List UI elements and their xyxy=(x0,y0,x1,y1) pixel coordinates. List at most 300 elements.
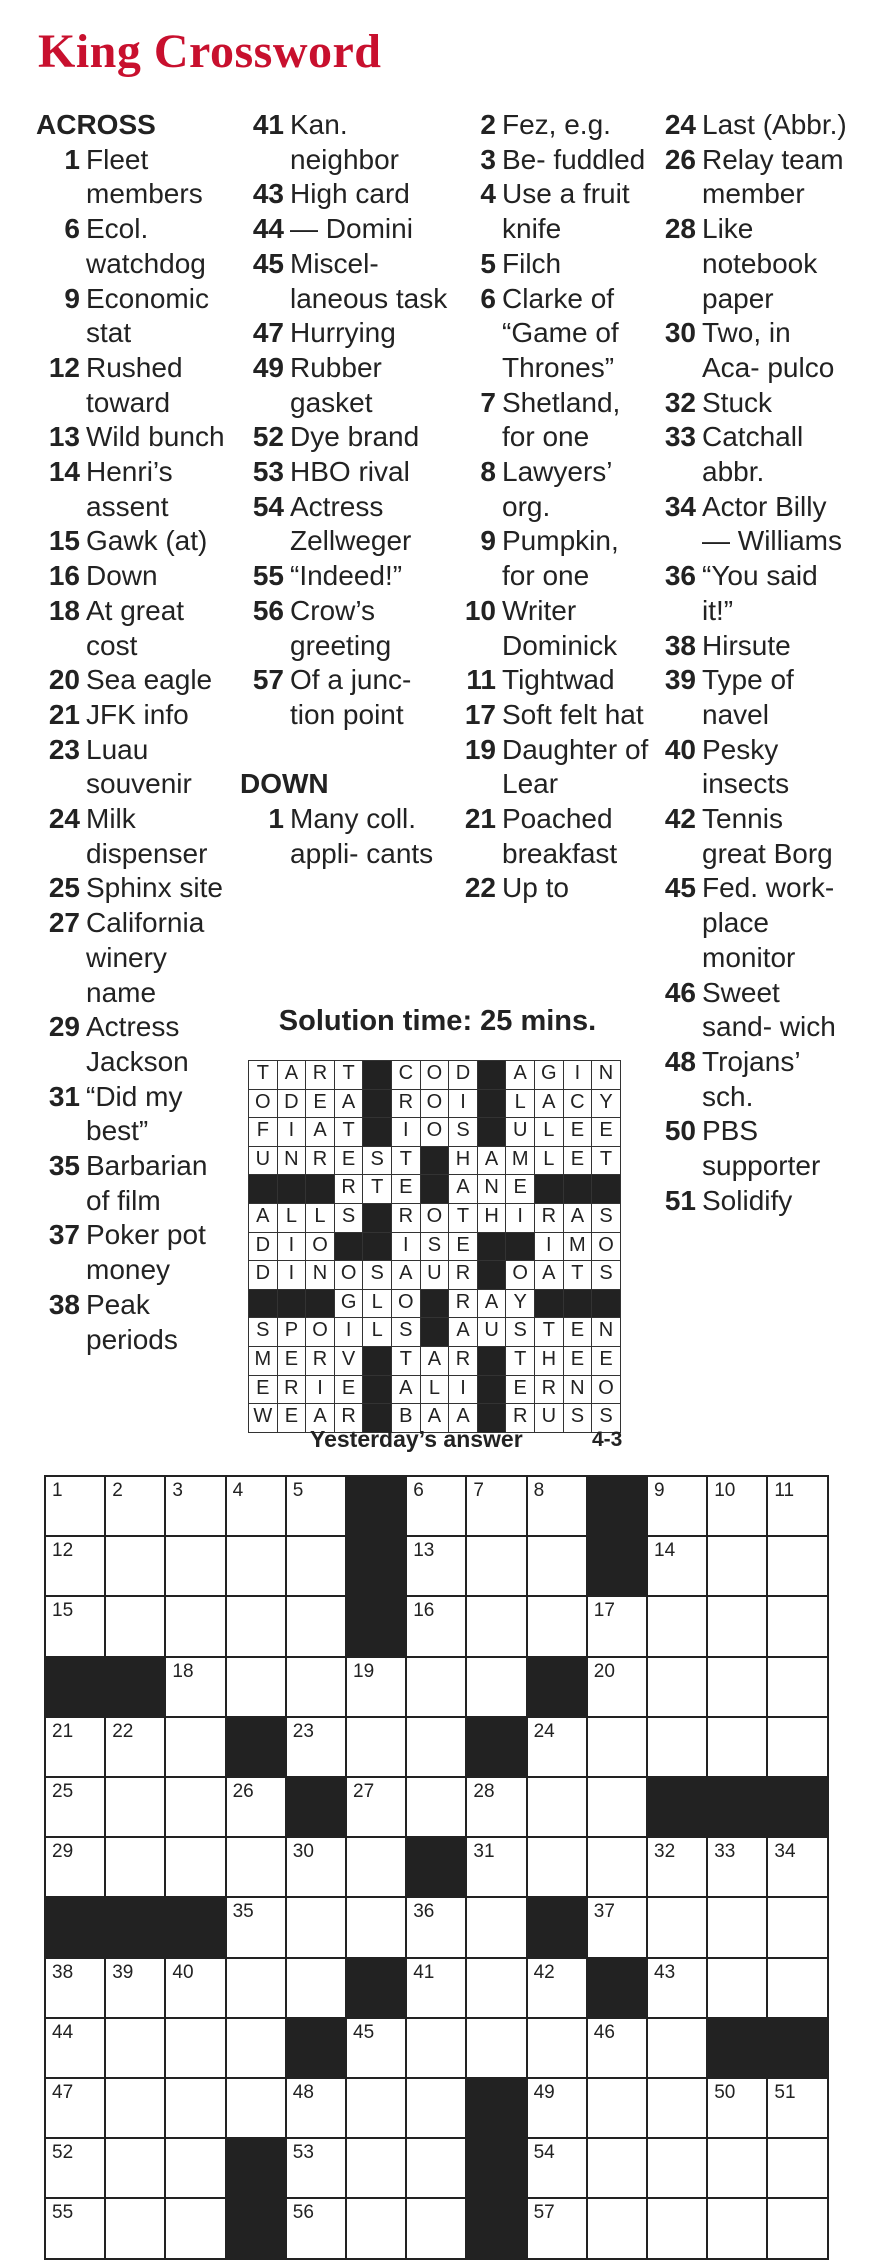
mini-answer-cell: H xyxy=(534,1346,564,1376)
grid-cell[interactable] xyxy=(646,2077,708,2139)
cell-number: 14 xyxy=(654,1540,676,1562)
grid-cell[interactable] xyxy=(405,2077,467,2139)
down-clue-10[interactable] xyxy=(452,594,652,663)
grid-cell[interactable] xyxy=(465,1595,527,1657)
across-clue-27[interactable] xyxy=(36,906,236,1010)
grid-cell[interactable] xyxy=(225,1656,287,1718)
grid-cell[interactable] xyxy=(465,1896,527,1958)
grid-cell[interactable] xyxy=(104,1475,166,1537)
down-clue-34[interactable] xyxy=(652,490,852,559)
grid-cell[interactable] xyxy=(405,1716,467,1778)
mini-black-square xyxy=(362,1117,392,1147)
down-clue-21[interactable] xyxy=(452,802,652,871)
clue-number: 15 xyxy=(48,525,80,557)
grid-cell[interactable] xyxy=(766,1957,828,2019)
grid-cell[interactable] xyxy=(345,1776,407,1838)
cell-number: 19 xyxy=(353,1660,375,1682)
grid-cell[interactable] xyxy=(586,1896,648,1958)
yesterday-answer-date: 4-3 xyxy=(592,1428,623,1451)
across-clue-1[interactable] xyxy=(36,143,236,212)
grid-cell[interactable] xyxy=(104,1776,166,1838)
mini-black-square xyxy=(477,1232,507,1262)
clue-number: 6 xyxy=(64,213,80,245)
across-clue-24[interactable] xyxy=(36,802,236,871)
grid-cell[interactable] xyxy=(766,1716,828,1778)
grid-cell[interactable] xyxy=(345,1716,407,1778)
grid-cell[interactable] xyxy=(526,2197,588,2259)
grid-cell[interactable] xyxy=(225,1475,287,1537)
grid-cell[interactable] xyxy=(526,2077,588,2139)
grid-cell[interactable] xyxy=(345,1836,407,1898)
grid-cell[interactable] xyxy=(164,1957,226,2019)
down-clue-40[interactable] xyxy=(652,733,852,802)
grid-cell[interactable] xyxy=(405,2197,467,2259)
down-clue-5[interactable] xyxy=(452,247,652,282)
grid-cell[interactable] xyxy=(766,1656,828,1718)
clue-text: — Domini xyxy=(290,213,413,245)
grid-cell[interactable] xyxy=(44,2017,106,2079)
mini-answer-cell: H xyxy=(477,1203,507,1233)
grid-cell[interactable] xyxy=(405,1535,467,1597)
grid-cell[interactable] xyxy=(345,2197,407,2259)
across-clue-37[interactable] xyxy=(36,1218,236,1287)
across-clue-57[interactable] xyxy=(240,663,450,732)
clue-number: 42 xyxy=(664,803,696,835)
grid-cell[interactable] xyxy=(766,2197,828,2259)
grid-cell[interactable] xyxy=(164,1535,226,1597)
grid-cell[interactable] xyxy=(526,1776,588,1838)
grid-cell[interactable] xyxy=(104,1595,166,1657)
down-clue-48[interactable] xyxy=(652,1045,852,1114)
mini-answer-cell: R xyxy=(448,1260,478,1290)
grid-cell[interactable] xyxy=(405,2137,467,2199)
across-clue-49[interactable] xyxy=(240,351,450,420)
down-clue-9[interactable] xyxy=(452,524,652,593)
grid-cell[interactable] xyxy=(766,2077,828,2139)
grid-cell[interactable] xyxy=(405,1776,467,1838)
mini-answer-cell: A xyxy=(420,1346,450,1376)
grid-cell[interactable] xyxy=(706,1716,768,1778)
cell-number: 34 xyxy=(774,1841,796,1863)
down-clue-39[interactable] xyxy=(652,663,852,732)
grid-cell[interactable] xyxy=(164,1475,226,1537)
across-clue-52[interactable] xyxy=(240,420,450,455)
grid-cell[interactable] xyxy=(465,1776,527,1838)
down-clue-32[interactable] xyxy=(652,386,852,421)
across-clue-18[interactable] xyxy=(36,594,236,663)
clue-number: 47 xyxy=(252,317,284,349)
clue-number: 6 xyxy=(480,282,496,314)
clue-text: Luau souvenir xyxy=(86,733,192,800)
grid-cell[interactable] xyxy=(164,1656,226,1718)
clue-text: PBS supporter xyxy=(702,1115,821,1182)
cell-number: 1 xyxy=(52,1480,63,1501)
cell-number: 17 xyxy=(593,1600,615,1622)
grid-cell[interactable] xyxy=(766,1896,828,1958)
mini-answer-cell: A xyxy=(448,1317,478,1347)
mini-answer-cell: M xyxy=(248,1346,278,1376)
across-clue-44[interactable] xyxy=(240,212,450,247)
down-clue-22[interactable] xyxy=(452,871,652,906)
down-clue-6[interactable] xyxy=(452,282,652,386)
mini-black-square xyxy=(477,1346,507,1376)
mini-answer-cell: L xyxy=(505,1089,535,1119)
mini-answer-cell: E xyxy=(591,1117,621,1147)
across-clue-53[interactable] xyxy=(240,455,450,490)
grid-cell[interactable] xyxy=(164,2077,226,2139)
grid-cell[interactable] xyxy=(405,1595,467,1657)
grid-cell[interactable] xyxy=(225,1896,287,1958)
grid-cell[interactable] xyxy=(646,2137,708,2199)
cell-number: 18 xyxy=(172,1660,194,1682)
grid-cell[interactable] xyxy=(104,2197,166,2259)
clue-number: 27 xyxy=(48,907,80,939)
clue-number: 2 xyxy=(480,109,496,140)
grid-cell[interactable] xyxy=(345,1896,407,1958)
cell-number: 7 xyxy=(473,1480,484,1501)
grid-cell[interactable] xyxy=(285,1535,347,1597)
clue-text: Barbarian of film xyxy=(86,1150,208,1216)
grid-cell[interactable] xyxy=(465,1957,527,2019)
mini-answer-cell: I xyxy=(448,1375,478,1405)
grid-cell[interactable] xyxy=(285,1475,347,1537)
across-clue-21[interactable] xyxy=(36,698,236,733)
grid-cell[interactable] xyxy=(104,1535,166,1597)
clue-number: 36 xyxy=(664,560,696,592)
mini-answer-cell: R xyxy=(391,1089,421,1119)
down-clue-50[interactable] xyxy=(652,1114,852,1183)
grid-cell[interactable] xyxy=(646,1656,708,1718)
cell-number: 54 xyxy=(533,2142,555,2164)
grid-cell[interactable] xyxy=(285,1836,347,1898)
grid-cell[interactable] xyxy=(44,1957,106,2019)
grid-cell[interactable] xyxy=(164,2137,226,2199)
grid-cell[interactable] xyxy=(465,1656,527,1718)
down-clue-17[interactable] xyxy=(452,698,652,733)
down-clue-3[interactable] xyxy=(452,143,652,178)
grid-cell[interactable] xyxy=(405,1896,467,1958)
mini-answer-cell: R xyxy=(277,1375,307,1405)
across-clue-38[interactable] xyxy=(36,1288,236,1357)
across-clue-47[interactable] xyxy=(240,316,450,351)
clue-column-2 xyxy=(240,108,450,871)
grid-cell[interactable] xyxy=(44,1475,106,1537)
mini-black-square xyxy=(505,1232,535,1262)
across-clue-43[interactable] xyxy=(240,177,450,212)
down-clue-42[interactable] xyxy=(652,802,852,871)
across-clue-41[interactable] xyxy=(240,108,450,177)
cell-number: 2 xyxy=(112,1480,123,1501)
grid-cell[interactable] xyxy=(586,2137,648,2199)
black-square xyxy=(345,1957,407,2019)
grid-cell[interactable] xyxy=(405,1957,467,2019)
grid-cell[interactable] xyxy=(225,2017,287,2079)
black-square xyxy=(285,1776,347,1838)
down-clue-45[interactable] xyxy=(652,871,852,975)
grid-cell[interactable] xyxy=(164,1595,226,1657)
down-clue-19[interactable] xyxy=(452,733,652,802)
grid-cell[interactable] xyxy=(44,1836,106,1898)
grid-cell[interactable] xyxy=(526,1957,588,2019)
grid-cell[interactable] xyxy=(164,1836,226,1898)
grid-cell[interactable] xyxy=(104,1957,166,2019)
down-clue-1[interactable] xyxy=(240,802,450,871)
grid-cell[interactable] xyxy=(285,2197,347,2259)
grid-cell[interactable] xyxy=(44,1776,106,1838)
mini-black-square xyxy=(477,1089,507,1119)
mini-answer-cell: R xyxy=(305,1146,335,1176)
mini-answer-cell: U xyxy=(420,1260,450,1290)
grid-cell[interactable] xyxy=(164,1716,226,1778)
grid-cell[interactable] xyxy=(526,1716,588,1778)
across-clue-29[interactable] xyxy=(36,1010,236,1079)
grid-cell[interactable] xyxy=(646,2197,708,2259)
across-clue-55[interactable] xyxy=(240,559,450,594)
grid-cell[interactable] xyxy=(766,1836,828,1898)
clue-text: Peak periods xyxy=(86,1288,178,1355)
grid-cell[interactable] xyxy=(285,1957,347,2019)
mini-answer-cell: L xyxy=(305,1203,335,1233)
grid-cell[interactable] xyxy=(706,1535,768,1597)
cell-number: 52 xyxy=(52,2142,74,2164)
cell-number: 4 xyxy=(232,1480,244,1501)
grid-cell[interactable] xyxy=(285,1716,347,1778)
grid-cell[interactable] xyxy=(706,1957,768,2019)
mini-answer-cell: N xyxy=(591,1060,621,1090)
mini-answer-cell: O xyxy=(391,1289,421,1319)
across-clue-23[interactable] xyxy=(36,733,236,802)
across-clue-16[interactable] xyxy=(36,559,236,594)
black-square xyxy=(164,1896,226,1958)
mini-answer-cell: S xyxy=(591,1203,621,1233)
grid-cell[interactable] xyxy=(586,1595,648,1657)
across-clue-20[interactable] xyxy=(36,663,236,698)
grid-cell[interactable] xyxy=(164,2017,226,2079)
grid-cell[interactable] xyxy=(706,1896,768,1958)
grid-cell[interactable] xyxy=(706,1595,768,1657)
grid-cell[interactable] xyxy=(104,2077,166,2139)
down-clue-11[interactable] xyxy=(452,663,652,698)
grid-cell[interactable] xyxy=(646,1716,708,1778)
grid-cell[interactable] xyxy=(706,1656,768,1718)
down-clue-30[interactable] xyxy=(652,316,852,385)
mini-answer-cell: I xyxy=(277,1117,307,1147)
clue-text: Wild bunch xyxy=(86,421,225,453)
grid-cell[interactable] xyxy=(225,1957,287,2019)
mini-answer-cell: E xyxy=(591,1346,621,1376)
mini-black-square xyxy=(420,1289,450,1319)
down-clue-2[interactable] xyxy=(452,108,652,143)
clue-text: Tennis great Borg xyxy=(702,803,833,869)
grid-cell[interactable] xyxy=(766,1475,828,1537)
grid-cell[interactable] xyxy=(706,1836,768,1898)
grid-cell[interactable] xyxy=(104,1836,166,1898)
grid-cell[interactable] xyxy=(646,1896,708,1958)
grid-cell[interactable] xyxy=(706,2137,768,2199)
grid-cell[interactable] xyxy=(586,1776,648,1838)
grid-cell[interactable] xyxy=(44,1595,106,1657)
clue-number: 19 xyxy=(464,733,496,765)
clue-text: Fed. work- place monitor xyxy=(702,872,835,973)
across-clue-54[interactable] xyxy=(240,490,450,559)
cell-number: 26 xyxy=(232,1781,254,1802)
grid-cell[interactable] xyxy=(405,1475,467,1537)
across-clue-25[interactable] xyxy=(36,871,236,906)
grid-cell[interactable] xyxy=(44,2197,106,2259)
grid-cell[interactable] xyxy=(345,2077,407,2139)
grid-cell[interactable] xyxy=(586,2197,648,2259)
grid-cell[interactable] xyxy=(646,1836,708,1898)
across-clue-14[interactable] xyxy=(36,455,236,524)
cell-number: 28 xyxy=(473,1781,495,1802)
grid-cell[interactable] xyxy=(766,2137,828,2199)
down-clue-51[interactable] xyxy=(652,1184,852,1219)
grid-cell[interactable] xyxy=(405,2017,467,2079)
clue-text: Poker pot money xyxy=(86,1219,206,1286)
grid-cell[interactable] xyxy=(526,1595,588,1657)
across-clue-31[interactable] xyxy=(36,1080,236,1149)
grid-cell[interactable] xyxy=(104,2017,166,2079)
mini-answer-cell: P xyxy=(277,1317,307,1347)
across-clue-56[interactable] xyxy=(240,594,450,663)
grid-cell[interactable] xyxy=(526,1535,588,1597)
grid-cell[interactable] xyxy=(586,1716,648,1778)
cell-number: 55 xyxy=(52,2202,74,2224)
grid-cell[interactable] xyxy=(44,1535,106,1597)
grid-cell[interactable] xyxy=(104,2137,166,2199)
grid-cell[interactable] xyxy=(285,2077,347,2139)
down-clue-8[interactable] xyxy=(452,455,652,524)
grid-cell[interactable] xyxy=(646,1535,708,1597)
grid-cell[interactable] xyxy=(44,2137,106,2199)
grid-cell[interactable] xyxy=(646,2017,708,2079)
mini-answer-cell: C xyxy=(563,1089,593,1119)
grid-cell[interactable] xyxy=(766,1595,828,1657)
grid-cell[interactable] xyxy=(706,2197,768,2259)
mini-answer-cell: S xyxy=(248,1317,278,1347)
across-clue-9[interactable] xyxy=(36,282,236,351)
grid-cell[interactable] xyxy=(586,2077,648,2139)
clue-text: Solidify xyxy=(702,1184,793,1216)
grid-cell[interactable] xyxy=(225,1776,287,1838)
down-clue-46[interactable] xyxy=(652,976,852,1045)
grid-cell[interactable] xyxy=(405,1656,467,1718)
across-clue-13[interactable] xyxy=(36,420,236,455)
cell-number: 31 xyxy=(473,1841,495,1863)
cell-number: 47 xyxy=(52,2082,74,2103)
grid-cell[interactable] xyxy=(285,1656,347,1718)
mini-answer-cell: T xyxy=(563,1260,593,1290)
grid-cell[interactable] xyxy=(766,1535,828,1597)
grid-cell[interactable] xyxy=(285,1595,347,1657)
down-clue-33[interactable] xyxy=(652,420,852,489)
clue-text: Milk dispenser xyxy=(86,803,208,869)
clue-number: 56 xyxy=(252,594,284,626)
down-clue-36[interactable] xyxy=(652,559,852,628)
down-clue-26[interactable] xyxy=(652,143,852,212)
clue-number: 4 xyxy=(480,178,496,210)
grid-cell[interactable] xyxy=(526,1475,588,1537)
grid-cell[interactable] xyxy=(285,1896,347,1958)
grid-cell[interactable] xyxy=(345,2137,407,2199)
mini-answer-cell: A xyxy=(563,1203,593,1233)
grid-cell[interactable] xyxy=(164,2197,226,2259)
grid-cell[interactable] xyxy=(164,1776,226,1838)
clue-text: Sweet sand- wich xyxy=(702,976,836,1043)
clue-number: 49 xyxy=(252,351,284,383)
across-clue-12[interactable] xyxy=(36,351,236,420)
black-square xyxy=(465,2137,527,2199)
cell-number: 37 xyxy=(593,1901,615,1923)
clue-number: 3 xyxy=(480,143,496,175)
grid-cell[interactable] xyxy=(345,2017,407,2079)
clue-text: Actor Billy — Williams xyxy=(702,490,842,557)
grid-cell[interactable] xyxy=(225,1836,287,1898)
grid-cell[interactable] xyxy=(526,2137,588,2199)
grid-cell[interactable] xyxy=(586,1836,648,1898)
mini-answer-cell: C xyxy=(391,1060,421,1090)
grid-cell[interactable] xyxy=(465,1535,527,1597)
mini-black-square xyxy=(591,1174,621,1204)
grid-cell[interactable] xyxy=(225,1535,287,1597)
across-clue-45[interactable] xyxy=(240,247,450,316)
cell-number: 42 xyxy=(533,1961,555,1983)
down-clue-38[interactable] xyxy=(652,629,852,664)
grid-cell[interactable] xyxy=(646,1957,708,2019)
mini-answer-cell: R xyxy=(391,1203,421,1233)
mini-black-square xyxy=(277,1289,307,1319)
clue-number: 21 xyxy=(464,803,496,835)
grid-cell[interactable] xyxy=(44,2077,106,2139)
grid-cell[interactable] xyxy=(586,1656,648,1718)
grid-cell[interactable] xyxy=(44,1716,106,1778)
grid-cell[interactable] xyxy=(586,2017,648,2079)
mini-answer-cell: E xyxy=(563,1146,593,1176)
grid-cell[interactable] xyxy=(465,1836,527,1898)
clue-number: 32 xyxy=(664,386,696,418)
down-clue-28[interactable] xyxy=(652,212,852,316)
grid-cell[interactable] xyxy=(526,1836,588,1898)
clue-number: 9 xyxy=(480,525,496,557)
down-clue-24[interactable] xyxy=(652,108,852,143)
across-clue-15[interactable] xyxy=(36,524,236,559)
grid-cell[interactable] xyxy=(104,1716,166,1778)
grid-cell[interactable] xyxy=(225,2077,287,2139)
grid-cell[interactable] xyxy=(706,1475,768,1537)
grid-cell[interactable] xyxy=(225,1595,287,1657)
cell-number: 3 xyxy=(172,1480,183,1501)
across-clue-35[interactable] xyxy=(36,1149,236,1218)
mini-answer-cell: T xyxy=(334,1060,364,1090)
grid-cell[interactable] xyxy=(465,2017,527,2079)
grid-cell[interactable] xyxy=(345,1656,407,1718)
down-clue-7[interactable] xyxy=(452,386,652,455)
clue-text: Two, in Aca- pulco xyxy=(702,317,835,383)
mini-answer-cell: V xyxy=(334,1346,364,1376)
grid-cell[interactable] xyxy=(526,2017,588,2079)
black-square xyxy=(586,1475,648,1537)
clue-number: 37 xyxy=(48,1219,80,1251)
cell-number: 23 xyxy=(292,1720,314,1742)
grid-cell[interactable] xyxy=(706,2077,768,2139)
grid-cell[interactable] xyxy=(646,1595,708,1657)
grid-cell[interactable] xyxy=(646,1475,708,1537)
grid-cell[interactable] xyxy=(285,2137,347,2199)
down-clue-4[interactable] xyxy=(452,177,652,246)
grid-cell[interactable] xyxy=(465,1475,527,1537)
across-clue-6[interactable] xyxy=(36,212,236,281)
cell-number: 29 xyxy=(52,1841,74,1863)
